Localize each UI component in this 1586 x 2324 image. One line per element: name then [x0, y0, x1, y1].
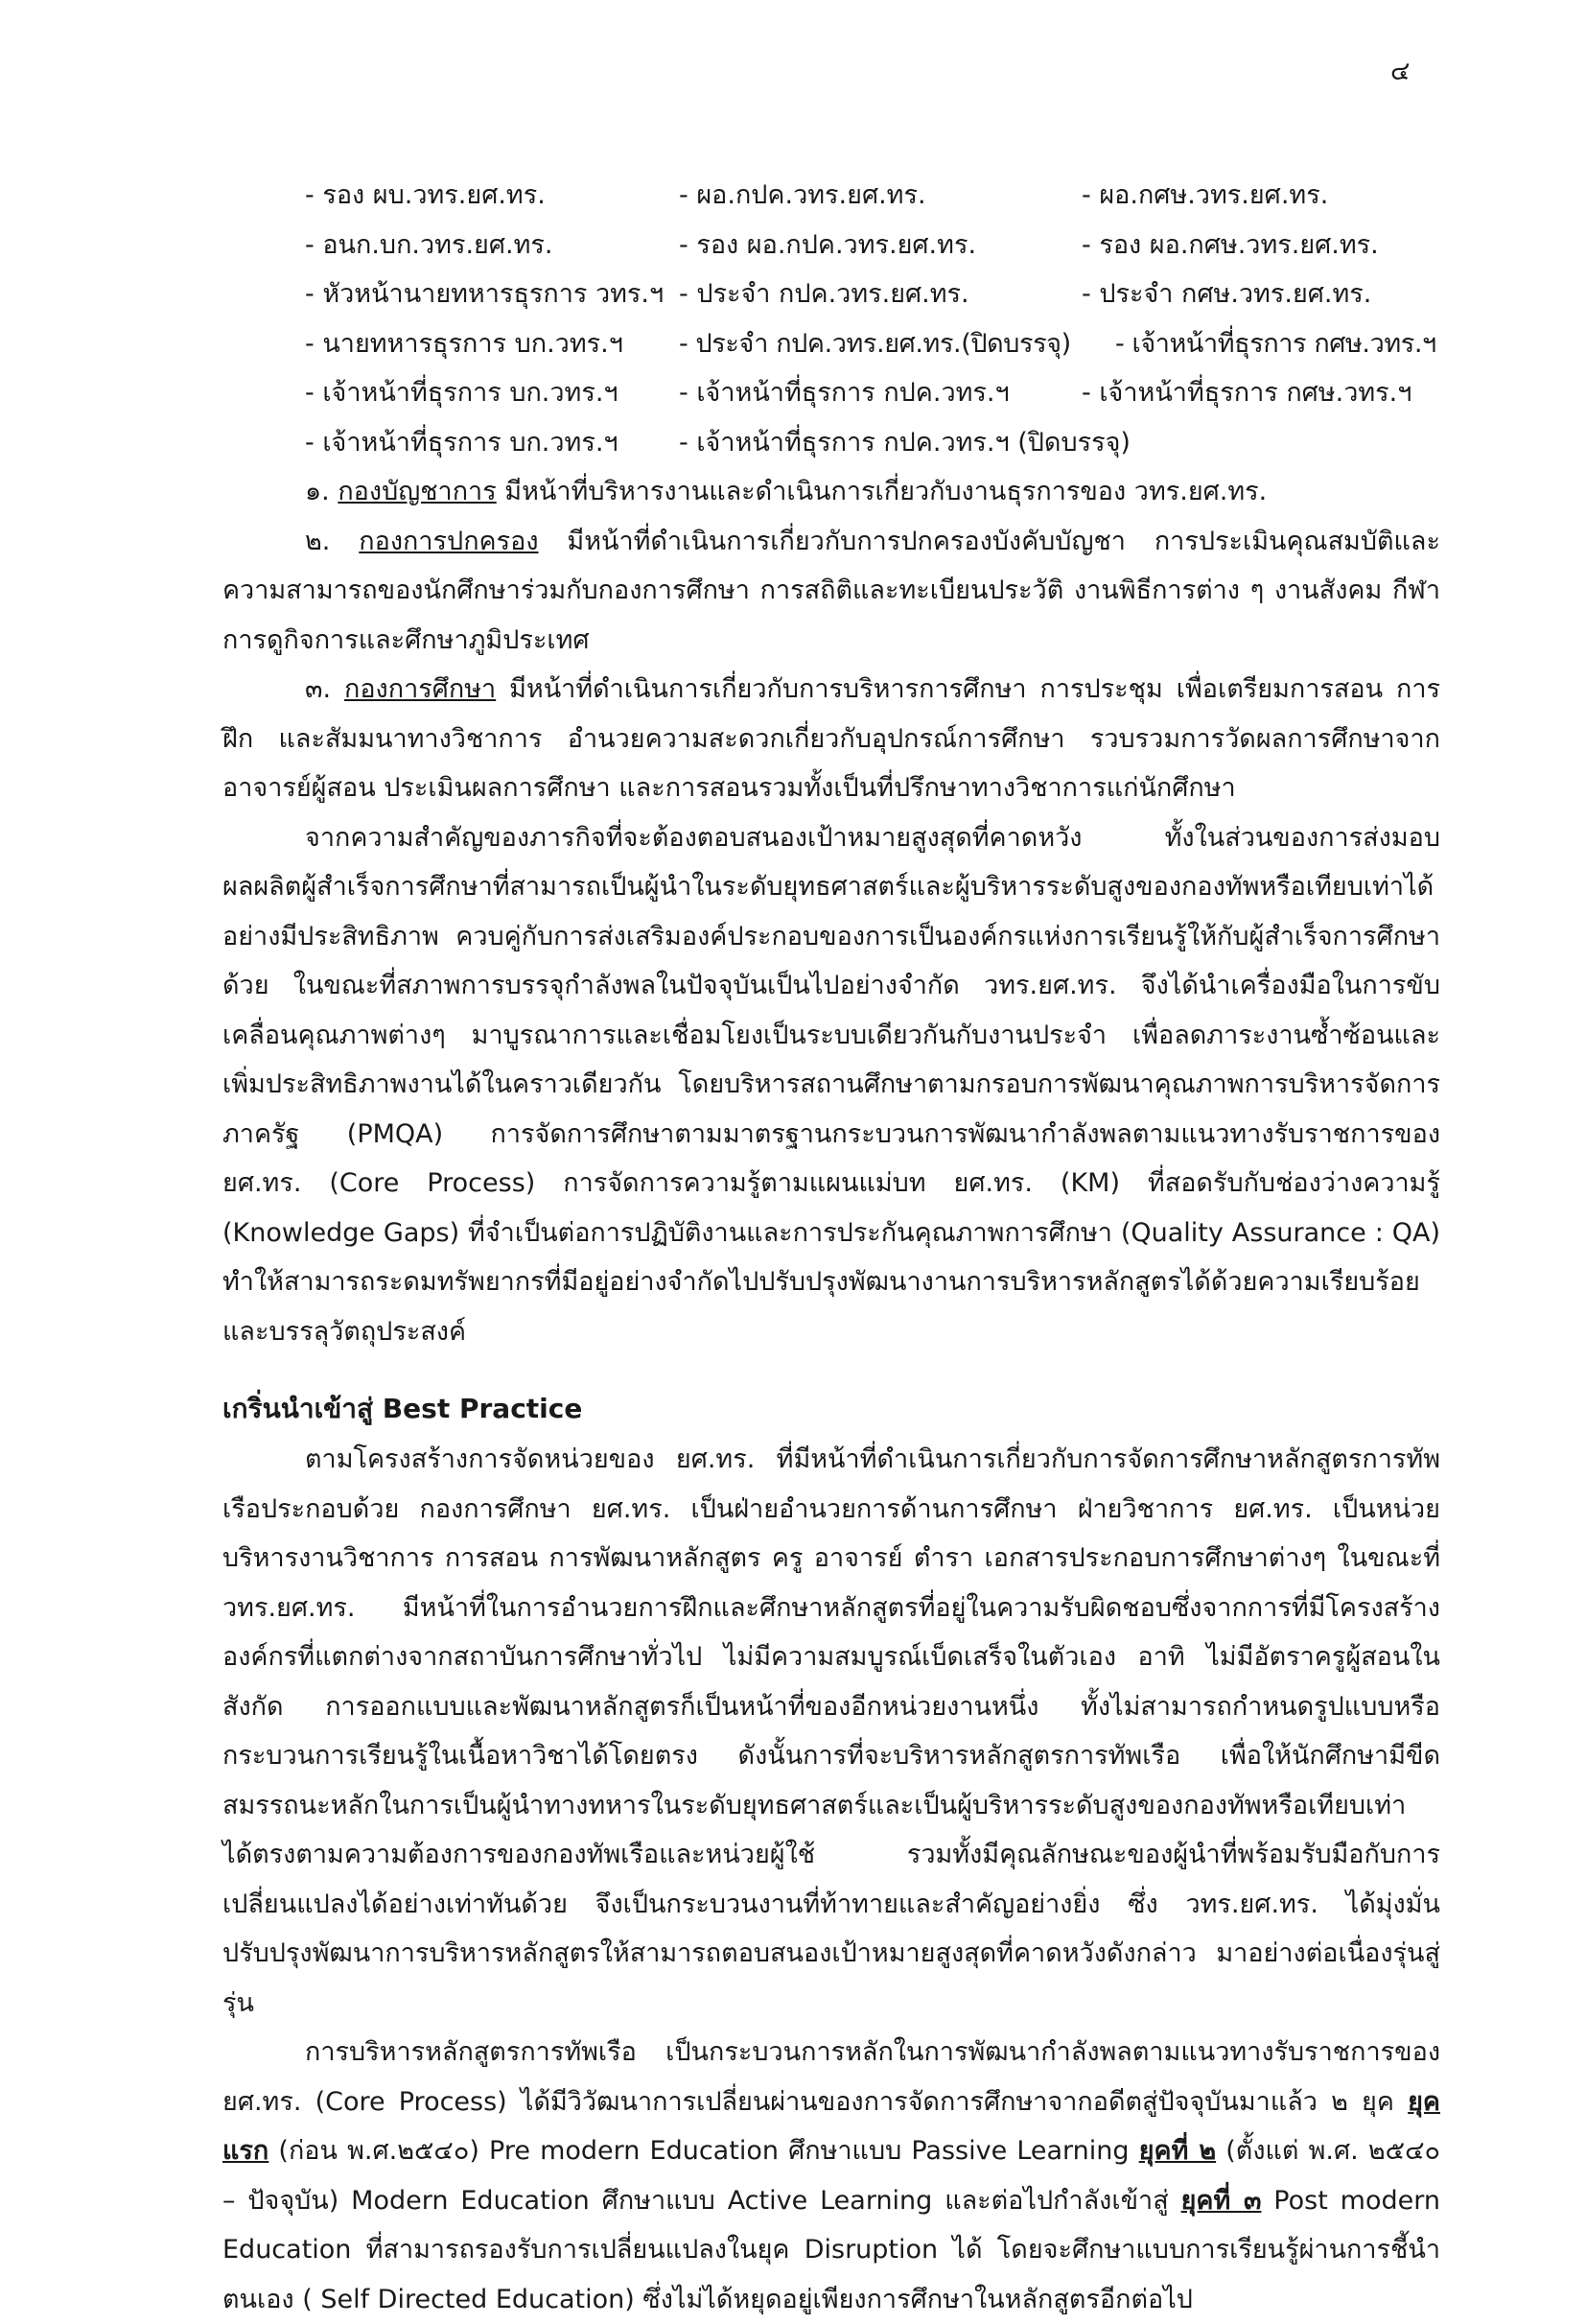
structure-paragraph: ตามโครงสร้างการจัดหน่วยของ ยศ.ทร. ที่มีหน้าที่ดำเนินการเกี่ยวกับการจัดการศึกษาหลักสูตรการทัพเรือประกอบด้วย กองการศึกษา ยศ.ทร. เป็นฝ่ายอำนวยการด้านการศึกษา ฝ่ายวิชาการ ยศ.ทร. เป็นหน่วยบริหารงานวิชาการ การสอน การพัฒนาหลักสูตร ครู อาจารย์ ตำรา เอกสารประกอบการศึกษาต่างๆ ในขณะที่ วทร.ยศ.ทร. มีหน้าที่ในการอำนวยการฝึกและศึกษาหลักสูตรที่อยู่ในความรับผิดชอบซึ่งจากการที่มีโครงสร้างองค์กรที่แตกต่างจากสถาบันการศึกษาทั่วไป ไม่มีความสมบูรณ์เบ็ดเสร็จในตัวเอง อาทิ ไม่มีอัตราครูผู้สอนในสังกัด การออกแบบและพัฒนาหลักสูตรก็เป็นหน้าที่ของอีกหน่วยงานหนึ่ง ทั้งไม่สามารถกำหนดรูปแบบหรือกระบวนการเรียนรู้ในเนื้อหาวิชาได้โดยตรง ดังนั้นการที่จะบริหารหลักสูตรการทัพเรือ เพื่อให้นักศึกษามีขีดสมรรถนะหลักในการเป็นผู้นำทางทหารในระดับยุทธศาสตร์และเป็นผู้บริหารระดับสูงของกองทัพหรือเทียบเท่า ได้ตรงตามความต้องการของกองทัพเรือและหน่วยผู้ใช้ รวมทั้งมีคุณลักษณะของผู้นำที่พร้อมรับมือกับการเปลี่ยนแปลงได้อย่างเท่าทันด้วย จึงเป็นกระบวนงานที่ท้าทายและสำคัญอย่างยิ่ง ซึ่ง วทร.ยศ.ทร. ได้มุ่งมั่นปรับปรุงพัฒนาการบริหารหลักสูตรให้สามารถตอบสนองเป้าหมายสูงสุดที่คาดหวังดังกล่าว มาอย่างต่อเนื่องรุ่นสู่รุ่น	[222, 1444, 1440, 2018]
page-body	[222, 171, 1440, 2324]
evolution-text: (ตั้งแต่ พ.ศ. ๒๕๔๐ – ปัจจุบัน) Modern Education ศึกษาแบบ Active Learning และต่อไปกำลังเข้าสู่	[222, 2136, 1440, 2216]
unit-name: กองการศึกษา	[343, 674, 497, 704]
importance-paragraph: จากความสำคัญของภารกิจที่จะต้องตอบสนองเป้าหมายสูงสุดที่คาดหวัง ทั้งในส่วนของการส่งมอบผลผลิตผู้สำเร็จการศึกษาที่สามารถเป็นผู้นำในระดับยุทธศาสตร์และผู้บริหารระดับสูงของกองทัพหรือเทียบเท่าได้อย่างมีประสิทธิภาพ ควบคู่กับการส่งเสริมองค์ประกอบของการเป็นองค์กรแห่งการเรียนรู้ให้กับผู้สำเร็จการศึกษาด้วย ในขณะที่สภาพการบรรจุกำลังพลในปัจจุบันเป็นไปอย่างจำกัด วทร.ยศ.ทร. จึงได้นำเครื่องมือในการขับเคลื่อนคุณภาพต่างๆ มาบูรณาการและเชื่อมโยงเป็นระบบเดียวกันกับงานประจำ เพื่อลดภาระงานซ้ำซ้อนและเพิ่มประสิทธิภาพงานได้ในคราวเดียวกัน โดยบริหารสถานศึกษาตามกรอบการพัฒนาคุณภาพการบริหารจัดการภาครัฐ (PMQA) การจัดการศึกษาตามมาตรฐานกระบวนการพัฒนากำลังพลตามแนวทางรับราชการของ ยศ.ทร. (Core Process) การจัดการความรู้ตามแผนแม่บท ยศ.ทร. (KM) ที่สอดรับกับช่องว่างความรู้ (Knowledge Gaps) ที่จำเป็นต่อการปฏิบัติงานและการประกันคุณภาพการศึกษา (Quality Assurance : QA) ทำให้สามารถระดมทรัพยากรที่มีอยู่อย่างจำกัดไปปรับปรุงพัฒนางานการบริหารหลักสูตรได้ด้วยความเรียบร้อยและบรรลุวัตถุประสงค์	[222, 822, 1440, 1347]
roster-position: - ประจำ กปค.วทร.ยศ.ทร.(ปิดบรรจุ)	[679, 328, 1071, 359]
duty-text: มีหน้าที่บริหารงานและดำเนินการเกี่ยวกับงานธุรการของ วทร.ยศ.ทร.	[496, 477, 1268, 506]
roster-position: - เจ้าหน้าที่ธุรการ กศษ.วทร.ฯ	[1115, 328, 1436, 359]
era-label: ยุคที่ ๓	[1180, 2185, 1262, 2216]
roster-position: - รอง ผอ.กศษ.วทร.ยศ.ทร.	[1082, 229, 1379, 260]
roster-position: - ประจำ กศษ.วทร.ยศ.ทร.	[1082, 279, 1372, 309]
roster-position: - เจ้าหน้าที่ธุรการ บก.วทร.ฯ	[305, 378, 618, 408]
roster-position: - ผอ.กศษ.วทร.ยศ.ทร.	[1082, 180, 1329, 210]
roster-row	[305, 418, 1440, 468]
duty-text: มีหน้าที่ดำเนินการเกี่ยวกับการปกครองบังคับบัญชา การประเมินคุณสมบัติและความสามารถของนักศึกษาร่วมกับกองการศึกษา การสถิติและทะเบียนประวัติ งานพิธีการต่าง ๆ งานสังคม กีฬา การดูกิจการและศึกษาภูมิประเทศ	[222, 526, 1440, 655]
page-number: ๔	[1390, 57, 1411, 86]
roster-position: - รอง ผบ.วทร.ยศ.ทร.	[305, 180, 546, 210]
roster-position: - ประจำ กปค.วทร.ยศ.ทร.	[679, 279, 969, 309]
duty-paragraph	[222, 467, 1440, 517]
roster-position: - หัวหน้านายทหารธุรการ วทร.ฯ	[305, 279, 665, 309]
duty-text: มีหน้าที่ดำเนินการเกี่ยวกับการบริหารการศึกษา การประชุม เพื่อเตรียมการสอน การฝึก และสัมมนาทางวิชาการ อำนวยความสะดวกเกี่ยวกับอุปกรณ์การศึกษา รวบรวมการวัดผลการศึกษาจากอาจารย์ผู้สอน ประเมินผลการศึกษา และการสอนรวมทั้งเป็นที่ปรึกษาทางวิชาการแก่นักศึกษา	[222, 674, 1440, 803]
era-label: ยุคแรก	[222, 2086, 1440, 2166]
roster-position: - อนก.บก.วทร.ยศ.ทร.	[305, 229, 553, 260]
duty-paragraph	[222, 665, 1440, 813]
era-label: ยุคที่ ๒	[1138, 2136, 1217, 2166]
duty-number: ๒.	[305, 526, 331, 556]
evolution-paragraph	[222, 2028, 1440, 2324]
roster-position: - ผอ.กปค.วทร.ยศ.ทร.	[679, 180, 926, 210]
roster-row	[305, 368, 1440, 418]
unit-name: กองบัญชาการ	[338, 477, 497, 506]
roster-row	[305, 171, 1440, 221]
duty-number: ๑.	[305, 477, 330, 506]
roster-row	[305, 319, 1440, 369]
duty-paragraph	[222, 517, 1440, 666]
roster-position: - นายทหารธุรการ บก.วทร.ฯ	[305, 328, 623, 359]
evolution-text: การบริหารหลักสูตรการทัพเรือ เป็นกระบวนการหลักในการพัฒนากำลังพลตามแนวทางรับราชการของ ยศ.ทร. (Core Process) ได้มีวิวัฒนาการเปลี่ยนผ่านของการจัดการศึกษาจากอดีตสู่ปัจจุบันมาแล้ว ๒ ยุค	[222, 2037, 1440, 2117]
evolution-text: Post modern Education ที่สามารถรองรับการเปลี่ยนแปลงในยุค Disruption ได้ โดยจะศึกษาแบบการเรียนรู้ผ่านการชี้นำตนเอง ( Self Directed Education) ซึ่งไม่ได้หยุดอยู่เพียงการศึกษาในหลักสูตรอีกต่อไป	[222, 2185, 1440, 2314]
roster-position: - เจ้าหน้าที่ธุรการ บก.วทร.ฯ	[305, 427, 618, 458]
roster-row	[305, 270, 1440, 319]
roster-position: - เจ้าหน้าที่ธุรการ กปค.วทร.ฯ (ปิดบรรจุ)	[679, 427, 1131, 458]
personnel-roster	[305, 171, 1440, 467]
evolution-text: (ก่อน พ.ศ.๒๕๔๐) Pre modern Education ศึกษาแบบ Passive Learning	[268, 2136, 1139, 2166]
roster-position: - เจ้าหน้าที่ธุรการ กปค.วทร.ฯ	[679, 378, 1010, 408]
section-heading: เกริ่นนำเข้าสู่ Best Practice	[222, 1393, 583, 1424]
roster-row	[305, 221, 1440, 270]
unit-name: กองการปกครอง	[359, 526, 539, 556]
roster-position: - รอง ผอ.กปค.วทร.ยศ.ทร.	[679, 229, 977, 260]
roster-position: - เจ้าหน้าที่ธุรการ กศษ.วทร.ฯ	[1082, 378, 1412, 408]
duty-number: ๓.	[305, 674, 332, 704]
